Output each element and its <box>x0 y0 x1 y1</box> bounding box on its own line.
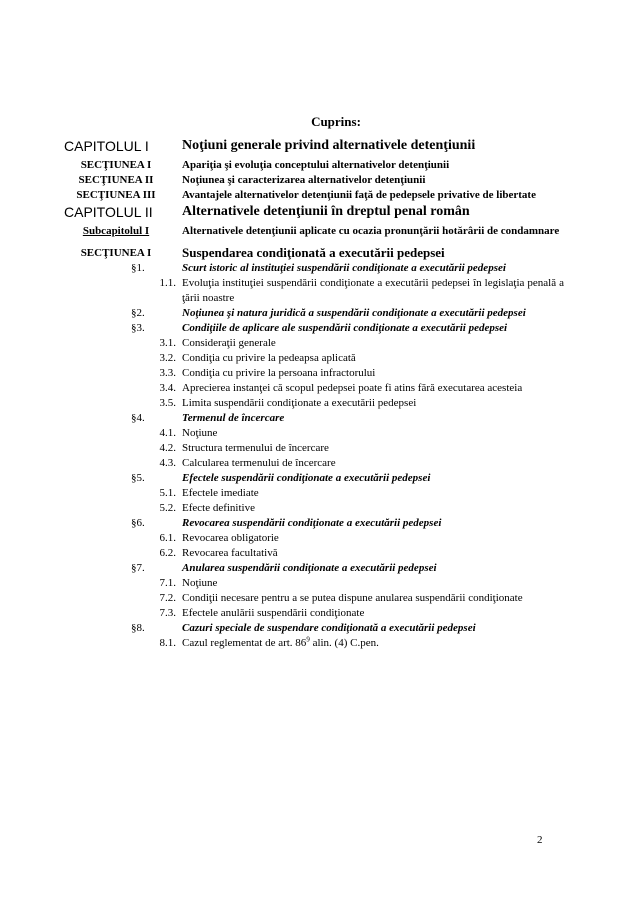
entry-label: 7.3. <box>159 607 176 619</box>
toc-entry-item[interactable] <box>64 486 564 501</box>
toc-entry-section[interactable] <box>64 245 564 261</box>
entry-text: Efectele imediate <box>182 487 259 499</box>
entry-label: 5.2. <box>159 502 176 514</box>
entry-text: Noţiunea şi natura juridică a suspendării condiţionate a executării pedepsei <box>182 307 526 319</box>
entry-label: 3.3. <box>159 367 176 379</box>
toc-entry-section[interactable] <box>64 158 564 173</box>
toc-entry-item[interactable] <box>64 531 564 546</box>
entry-text: Termenul de încercare <box>182 412 285 424</box>
toc-entry-paragraph[interactable] <box>64 261 564 276</box>
entry-label: 3.1. <box>159 337 176 349</box>
entry-text: Aprecierea instanţei că scopul pedepsei poate fi atins fără executarea acesteia <box>182 382 523 394</box>
entry-text: Limita suspendării condiţionate a executării pedepsei <box>182 397 417 409</box>
toc-entry-chapter-2[interactable] <box>64 203 564 221</box>
entry-label: 4.2. <box>159 442 176 454</box>
toc-entry-paragraph[interactable] <box>64 411 564 426</box>
toc-entry-item[interactable] <box>64 336 564 351</box>
toc-entry-item[interactable] <box>64 606 564 621</box>
page-number: 2 <box>537 834 543 846</box>
entry-label: SECŢIUNEA III <box>76 189 156 201</box>
entry-label: 6.2. <box>159 547 176 559</box>
toc-entry-item[interactable] <box>64 441 564 456</box>
toc-entry-item[interactable] <box>64 576 564 591</box>
entry-text-before: Cazul reglementat de art. 86 <box>182 637 307 649</box>
toc-entry-item[interactable] <box>64 456 564 471</box>
toc-entry-paragraph[interactable] <box>64 306 564 321</box>
entry-text: Anularea suspendării condiţionate a executării pedepsei <box>182 562 437 574</box>
entry-label: 5.1. <box>159 487 176 499</box>
entry-text: Efectele suspendării condiţionate a executării pedepsei <box>182 472 431 484</box>
entry-text: Structura termenului de încercare <box>182 442 329 454</box>
entry-label: §3. <box>131 322 145 334</box>
entry-label: 4.1. <box>159 427 176 439</box>
toc-entry-item[interactable] <box>64 501 564 516</box>
table-of-contents <box>64 137 564 651</box>
entry-label: 3.2. <box>159 352 176 364</box>
toc-entry-item[interactable] <box>64 636 564 651</box>
entry-text: Revocarea facultativă <box>182 547 278 559</box>
toc-entry-section[interactable] <box>64 173 564 188</box>
toc-entry-item[interactable] <box>64 381 564 396</box>
entry-text: Noţiune <box>182 427 218 439</box>
entry-label: §6. <box>131 517 145 529</box>
toc-title: Cuprins: <box>311 114 361 129</box>
entry-text: Suspendarea condiţionată a executării pedepsei <box>182 245 445 260</box>
entry-text: Condiţia cu privire la persoana infractorului <box>182 367 376 379</box>
toc-entry-paragraph[interactable] <box>64 516 564 531</box>
toc-entry-paragraph[interactable] <box>64 561 564 576</box>
entry-text: Noţiuni generale privind alternativele detenţiunii <box>182 138 476 153</box>
entry-label: 6.1. <box>159 532 176 544</box>
entry-label: CAPITOLUL II <box>64 204 153 220</box>
toc-entry-paragraph[interactable] <box>64 621 564 636</box>
toc-entry-paragraph[interactable] <box>64 321 564 336</box>
toc-entry-paragraph[interactable] <box>64 471 564 486</box>
entry-text: Efecte definitive <box>182 502 255 514</box>
toc-entry-section[interactable] <box>64 188 564 203</box>
entry-label: §2. <box>131 307 145 319</box>
entry-label: 7.2. <box>159 592 176 604</box>
entry-text: Efectele anulării suspendării condiţionate <box>182 607 365 619</box>
toc-entry-item[interactable] <box>64 396 564 411</box>
entry-label: §8. <box>131 622 145 634</box>
entry-text-after: alin. (4) C.pen. <box>309 637 379 649</box>
entry-text: Condiţii necesare pentru a se putea dispune anularea suspendării condiţionate <box>182 592 523 604</box>
entry-text: Cazuri speciale de suspendare condiţionată a executării pedepsei <box>182 622 476 634</box>
entry-label: 1.1. <box>159 277 176 289</box>
entry-label: §7. <box>131 562 145 574</box>
entry-text: Condiţia cu privire la pedeapsa aplicată <box>182 352 356 364</box>
toc-entry-item[interactable] <box>64 351 564 366</box>
entry-text: Apariţia şi evoluţia conceptului alternativelor detenţiunii <box>182 159 450 171</box>
entry-text: Alternativele detenţiunii în dreptul penal român <box>182 204 470 219</box>
entry-text: Noţiunea şi caracterizarea alternativelor detenţiunii <box>182 174 426 186</box>
entry-text: Scurt istoric al instituţiei suspendării condiţionate a executării pedepsei <box>182 262 506 274</box>
toc-entry-item[interactable] <box>64 276 564 306</box>
entry-text: Evoluţia instituţiei suspendării condiţionate a executării pedepsei în legislaţia penală a ţării noastre <box>182 277 564 304</box>
entry-label: 8.1. <box>159 637 176 649</box>
entry-text: Consideraţii generale <box>182 337 276 349</box>
entry-text: Noţiune <box>182 577 218 589</box>
entry-label: SECŢIUNEA I <box>80 247 152 259</box>
entry-label: SECŢIUNEA II <box>78 174 154 186</box>
toc-entry-chapter-1[interactable] <box>64 137 564 155</box>
entry-text: Avantajele alternativelor detenţiunii faţă de pedepsele privative de libertate <box>182 189 536 201</box>
entry-text: Alternativele detenţiunii aplicate cu ocazia pronunţării hotărârii de condamnare <box>182 225 560 237</box>
entry-label: 4.3. <box>159 457 176 469</box>
toc-entry-item[interactable] <box>64 366 564 381</box>
entry-text: Condiţiile de aplicare ale suspendării condiţionate a executării pedepsei <box>182 322 508 334</box>
entry-label: 3.4. <box>159 382 176 394</box>
entry-label: 7.1. <box>159 577 176 589</box>
entry-text <box>182 636 564 651</box>
entry-text: Revocarea obligatorie <box>182 532 279 544</box>
toc-entry-subchapter[interactable] <box>64 224 564 239</box>
entry-label: 3.5. <box>159 397 176 409</box>
entry-text: Calcularea termenului de încercare <box>182 457 336 469</box>
entry-label: CAPITOLUL I <box>64 138 149 154</box>
entry-label: §1. <box>131 262 145 274</box>
superscript: 9 <box>306 635 310 644</box>
entry-label: SECŢIUNEA I <box>80 159 152 171</box>
toc-entry-item[interactable] <box>64 546 564 561</box>
toc-entry-item[interactable] <box>64 591 564 606</box>
toc-entry-item[interactable] <box>64 426 564 441</box>
entry-text: Revocarea suspendării condiţionate a executării pedepsei <box>182 517 442 529</box>
entry-label: §4. <box>131 412 145 424</box>
entry-label: §5. <box>131 472 145 484</box>
entry-label: Subcapitolul I <box>82 225 150 237</box>
